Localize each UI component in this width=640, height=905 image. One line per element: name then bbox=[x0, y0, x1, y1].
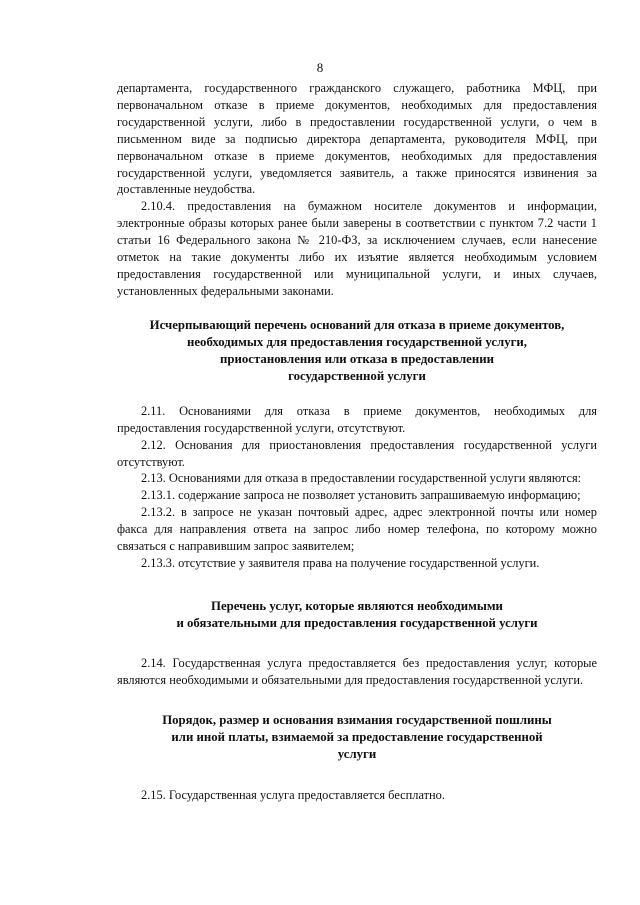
section-heading-refusal-grounds bbox=[117, 317, 597, 385]
document-body bbox=[117, 80, 597, 804]
heading-line: Порядок, размер и основания взимания государственной пошлины bbox=[162, 712, 552, 727]
heading-line: необходимых для предоставления государственной услуги, bbox=[187, 334, 527, 349]
heading-line: и обязательными для предоставления государственной услуги bbox=[176, 615, 538, 630]
paragraph-2-10-4: 2.10.4. предоставления на бумажном носителе документов и информации, электронные образы которых ранее были заверены в соответствии с пунктом 7.2 части 1 статьи 16 Федерального закона № 210-ФЗ, за исключением случаев, если нанесение отметок на такие документы либо их изъятие является необходимым условием предоставления государственной или муниципальной услуги, и иных случаев, установленных федеральными законами. bbox=[117, 199, 597, 298]
heading-line: или иной платы, взимаемой за предоставление государственной bbox=[171, 729, 543, 744]
section-heading-required-services bbox=[117, 598, 597, 632]
paragraph-2-13-1: 2.13.1. содержание запроса не позволяет установить запрашиваемую информацию; bbox=[141, 488, 581, 503]
paragraph-continuation: департамента, государственного гражданского служащего, работника МФЦ, при первоначальном отказе в приеме документов, необходимых для предоставления государственной услуги, либо в предоставлении государственной услуги, о чем в письменном виде за подписью директора департамента, руководителя МФЦ, при первоначальном отказе в приеме документов, необходимых для предоставления государственной услуги, уведомляется заявитель, а также приносятся извинения за доставленные неудобства. bbox=[117, 81, 597, 197]
paragraph-2-13-3: 2.13.3. отсутствие у заявителя права на получение государственной услуги. bbox=[141, 555, 540, 570]
page-number: 8 bbox=[316, 60, 324, 75]
paragraph-2-13-2: 2.13.2. в запросе не указан почтовый адрес, адрес электронной почты или номер факса для направления ответа на запрос либо номер телефона, по которому можно связаться с направившим запрос заявителем; bbox=[117, 505, 597, 554]
heading-line: Исчерпывающий перечень оснований для отказа в приеме документов, bbox=[149, 317, 565, 332]
paragraph-2-11: 2.11. Основаниями для отказа в приеме документов, необходимых для предоставления государственной услуги, отсутствуют. bbox=[117, 403, 597, 435]
paragraph-2-15: 2.15. Государственная услуга предоставляется бесплатно. bbox=[141, 787, 445, 802]
paragraph-2-12: 2.12. Основания для приостановления предоставления государственной услуги отсутствуют. bbox=[117, 437, 597, 469]
heading-line: государственной услуги bbox=[288, 368, 426, 383]
heading-line: приостановления или отказа в предоставлении bbox=[220, 351, 494, 366]
heading-line: услуги bbox=[337, 746, 377, 761]
section-heading-fee bbox=[117, 712, 597, 763]
paragraph-2-14: 2.14. Государственная услуга предоставляется без предоставления услуг, которые являются необходимыми и обязательными для предоставления государственной услуги. bbox=[117, 655, 597, 687]
heading-line: Перечень услуг, которые являются необходимыми bbox=[211, 598, 503, 613]
paragraph-2-13: 2.13. Основаниями для отказа в предоставлении государственной услуги являются: bbox=[141, 471, 582, 486]
